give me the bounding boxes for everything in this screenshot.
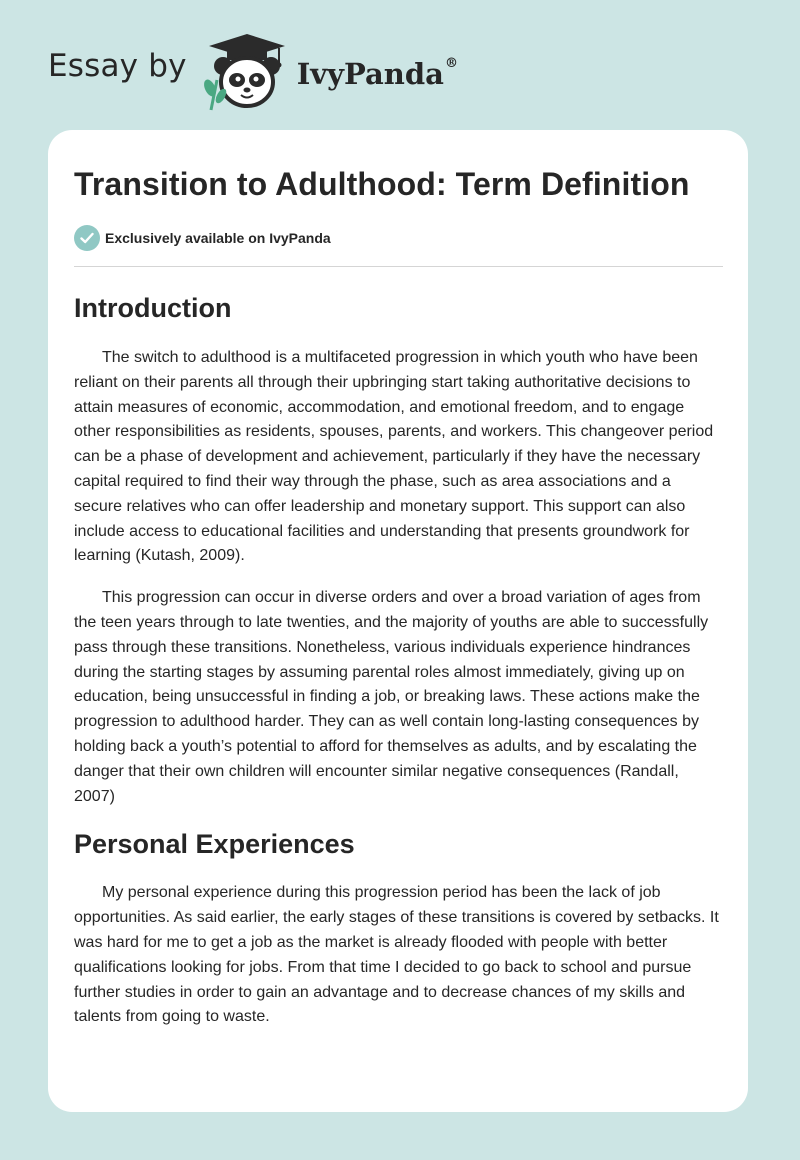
section-heading-introduction: Introduction xyxy=(74,293,232,323)
paragraph: My personal experience during this progression period has been the lack of job opportunities. As said earlier, the early stages of these transitions is covered by setbacks. It was hard for me to get a job as the market is already flooded with people with better qualifications looking for jobs. From that time I decided to go back to school and pursue further studies in order to gain an advantage and to decrease chances of my skills and talents from going to waste. xyxy=(74,884,719,1026)
check-circle-icon xyxy=(74,225,100,251)
exclusive-badge xyxy=(74,224,723,252)
essay-by-label: Essay by xyxy=(48,48,187,84)
registered-mark: ® xyxy=(444,56,458,72)
essay-card xyxy=(48,130,748,1112)
paragraph: This progression can occur in diverse orders and over a broad variation of ages from the teen years through to late twenties, and the majority of youths are able to successfully pass through these transitions. Nonetheless, various individuals experience hindrances during the starting stages by assuming parental roles almost immediately, giving up on education, being unsuccessful in finding a job, or breaking laws. These actions make the progression to adulthood harder. They can as well contain long-lasting consequences by holding back a youth’s potential to afford for themselves as adults, and by escalating the danger that their own children will encounter similar negative consequences (Randall, 2007) xyxy=(74,589,709,805)
title-divider xyxy=(74,266,723,267)
section-heading-personal-experiences: Personal Experiences xyxy=(74,829,355,860)
brand-name[interactable] xyxy=(297,57,458,91)
site-header xyxy=(48,30,458,114)
page-title: Transition to Adulthood: Term Definition xyxy=(74,166,690,202)
paragraph: The switch to adulthood is a multifaceted progression in which youth who have been reliant on their parents all through their upbringing start taking authoritative decisions to attain measures of economic, accommodation, and emotional freedom, and to engage other responsibilities as residents, spouses, parents, and workers. This changeover period can be a phase of development and achievement, particularly if they have the necessary capital required to find their way through the phase, such as area associations and a secure relatives who can offer leadership and monetary support. This support can also include access to educational facilities and understanding that presents groundwork for learning (Kutash, 2009). xyxy=(74,349,714,565)
essay-content xyxy=(74,162,723,1030)
brand-name-text: IvyPanda xyxy=(296,57,444,91)
panda-graduate-icon[interactable] xyxy=(201,30,293,114)
exclusive-badge-text: Exclusively available on IvyPanda xyxy=(105,230,331,246)
